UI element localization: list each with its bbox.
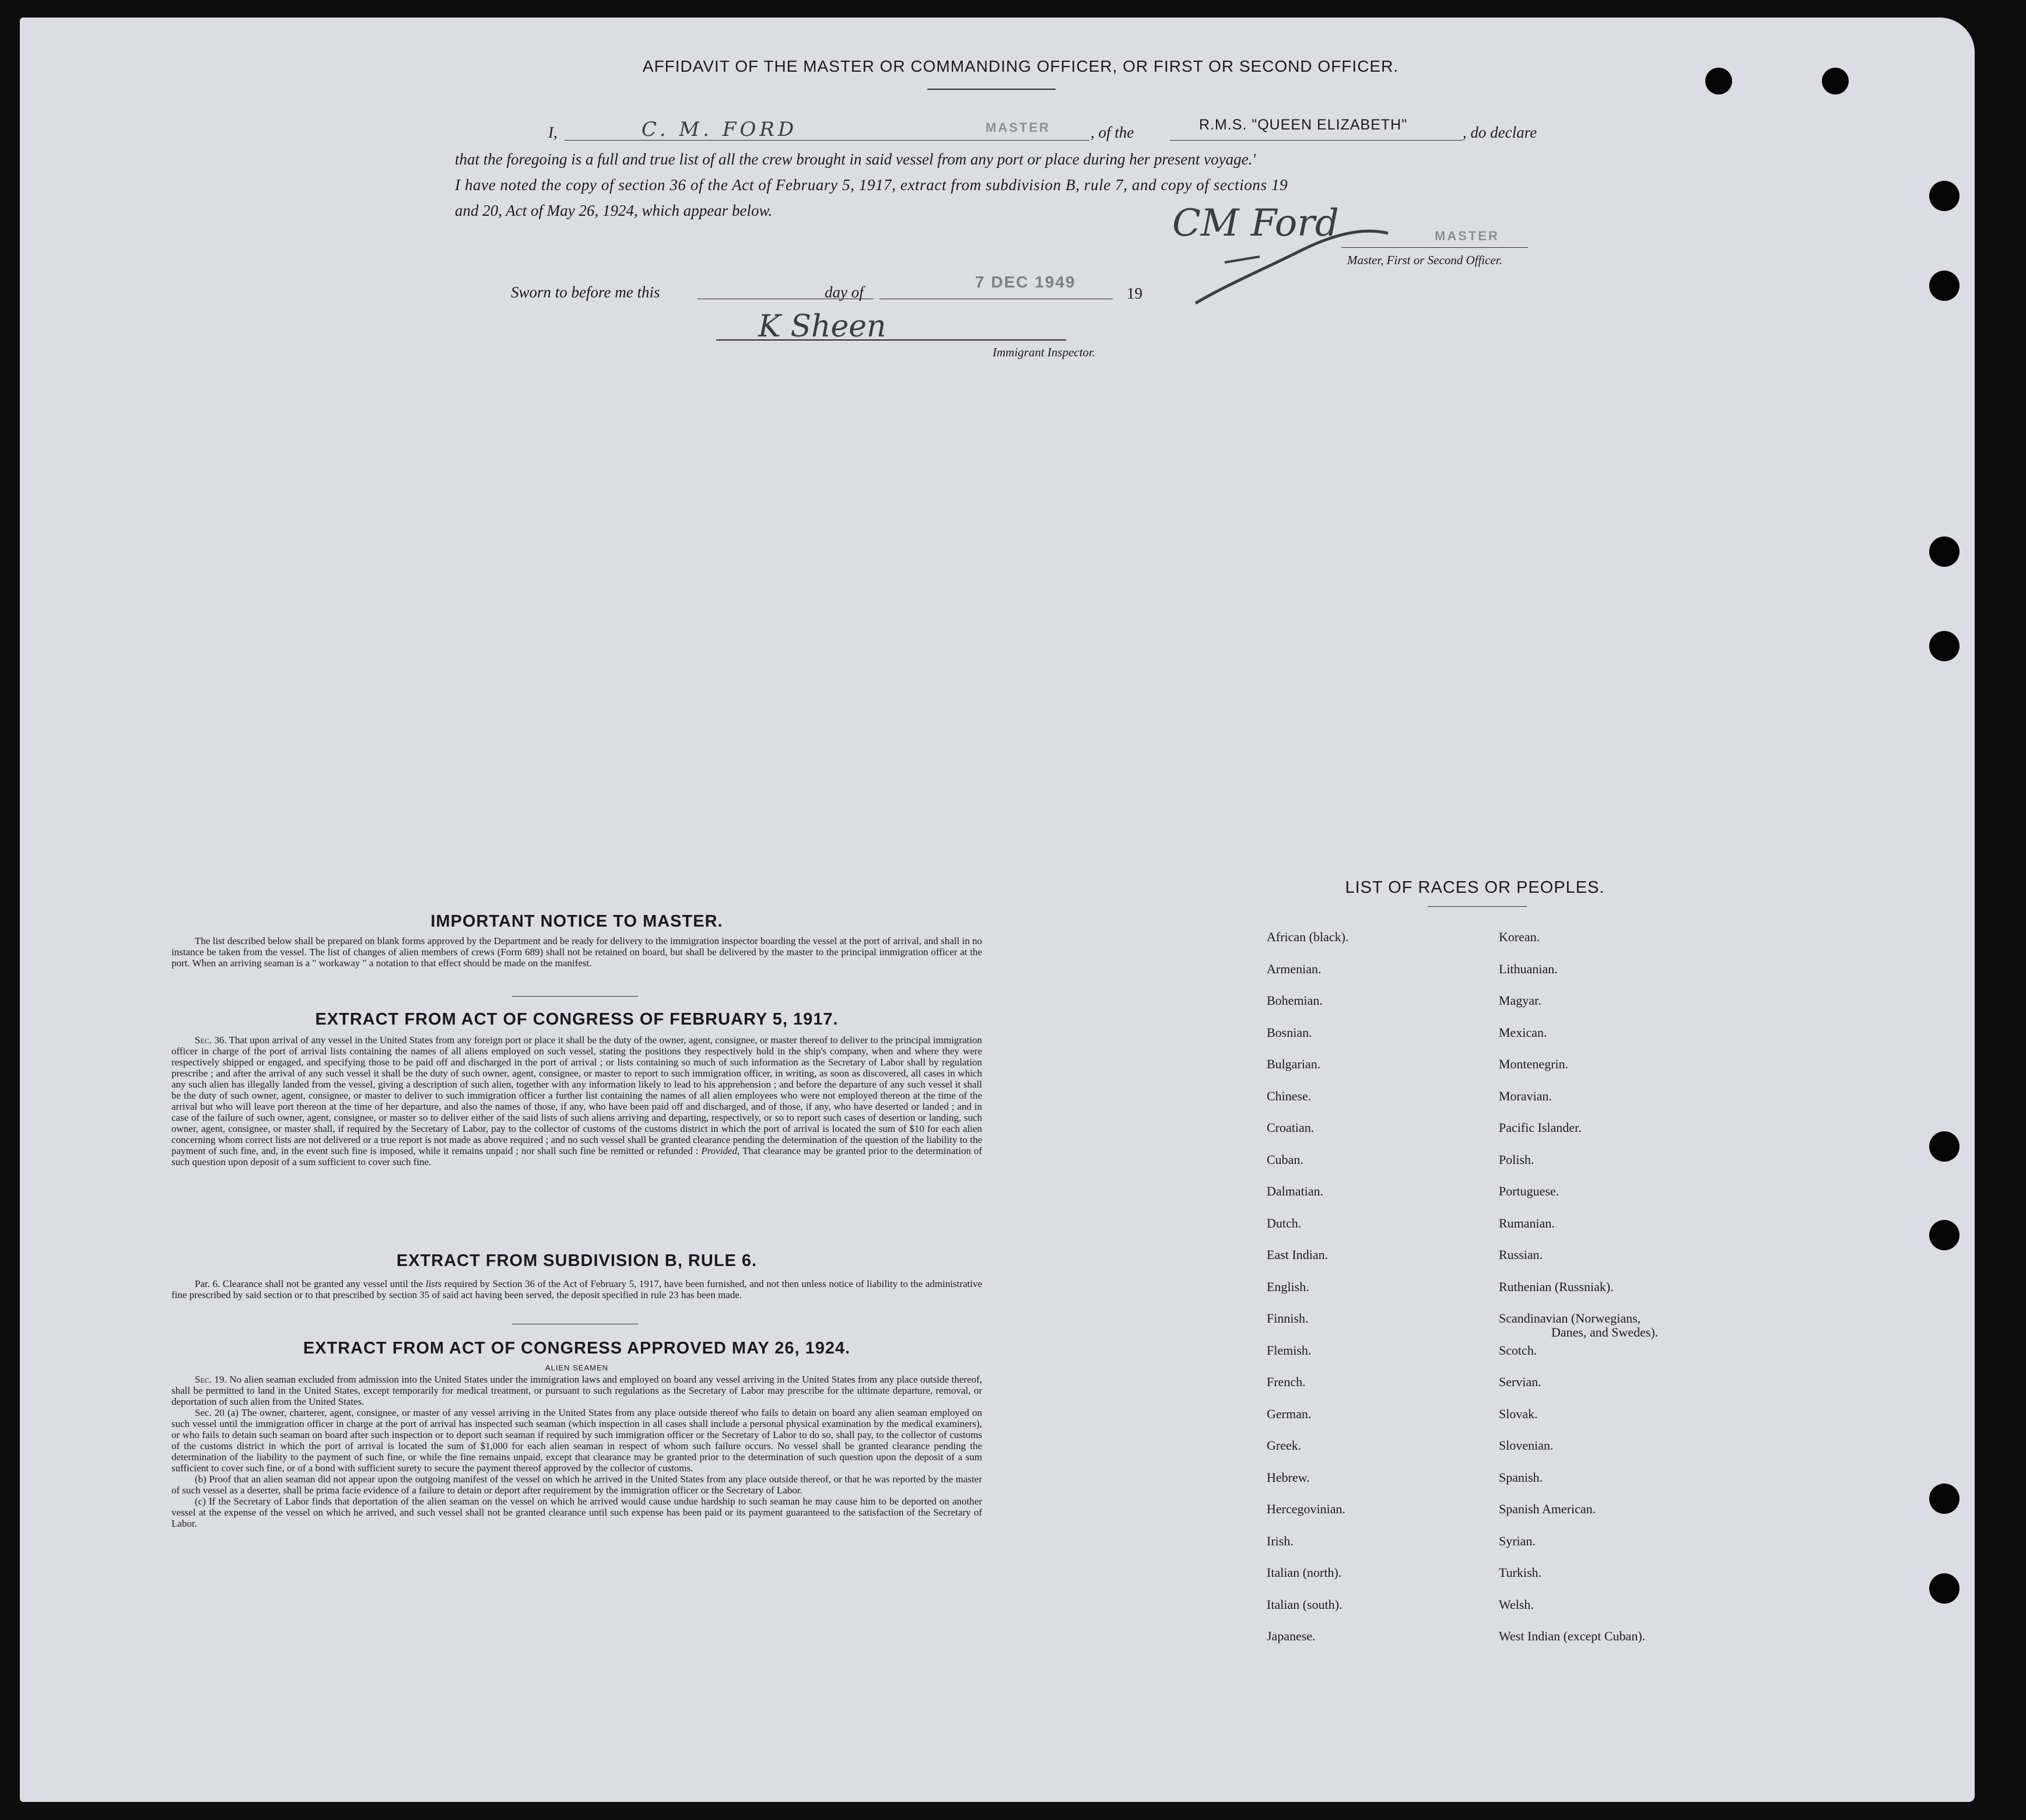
- rule6-text-b: required by Section 36 of the Act of February 5, 1917, have been furnished, and not then unless notice of liability to the administrative fine prescribed by said section or to that prescribed by section 35 of said act having been served, the deposit specified in rule 23 has been made.: [171, 1278, 983, 1300]
- race-item: English.: [1267, 1279, 1309, 1294]
- sec19-text: No alien seaman excluded from admission into the United States under the immigration laws and employed on board any vessel arriving in the United States from any place outside thereof, shall be permitted to land in the United States, except temporarily for medical treatment, or pursuant to such regulations as the Secretary of Labor may prescribe for the ultimate departure, removal, or deportation of such alien from the United States.: [171, 1374, 983, 1407]
- race-item: Slovak.: [1499, 1406, 1538, 1421]
- race-item: Croatian.: [1267, 1120, 1315, 1135]
- race-item: Spanish American.: [1499, 1502, 1596, 1516]
- notice-paragraph: The list described below shall be prepared on blank forms approved by the Department and be ready for delivery to the immigration inspector boarding the vessel at the port of arrival, and shall in no instance be taken from the vessel. The list of changes of alien members of crews (Form 689) shall not be retained on board, but shall be delivered by the master to the principal immigration officer at the port. When an arriving seaman is a " workaway " a notation to that effect should be made on the manifest.: [171, 935, 982, 969]
- affidavit-line-3: I have noted the copy of section 36 of the Act of February 5, 1917, extract from subdivision B, rule 7, and copy of sections 19: [455, 176, 1288, 194]
- year-prefix: 19: [1127, 285, 1142, 302]
- race-item: Montenegrin.: [1499, 1057, 1569, 1071]
- race-item-continuation: Danes, and Swedes).: [1551, 1325, 1659, 1339]
- extract-rule6-title: EXTRACT FROM SUBDIVISION B, RULE 6.: [396, 1251, 758, 1270]
- race-item: Scotch.: [1499, 1342, 1537, 1358]
- rule6-text-a: Clearance shall not be granted any vessel until the: [222, 1278, 423, 1289]
- punch-hole: [1929, 1573, 1960, 1604]
- sec19-label: Sec. 19.: [195, 1374, 227, 1385]
- inspector-caption: Immigrant Inspector.: [993, 345, 1096, 359]
- race-item: Turkish.: [1499, 1565, 1542, 1580]
- affidavit-line-2: that the foregoing is a full and true list of all the crew brought in said vessel from any port or place during her present voyage.': [455, 150, 1256, 168]
- race-item: Rumanian.: [1499, 1215, 1555, 1230]
- date-stamp: 7 DEC 1949: [975, 273, 1076, 291]
- races-title: LIST OF RACES OR PEOPLES.: [1345, 878, 1605, 897]
- punch-hole: [1929, 1220, 1960, 1250]
- affidavit-line-4: and 20, Act of May 26, 1924, which appear below.: [455, 202, 773, 219]
- race-item: Hercegovinian.: [1267, 1502, 1345, 1516]
- extract-rule6-text: [171, 1278, 982, 1300]
- race-item: Italian (south).: [1267, 1597, 1343, 1612]
- race-item: Greek.: [1267, 1438, 1302, 1453]
- do-declare-label: , do declare: [1463, 124, 1537, 141]
- race-item: Scandinavian (Norwegians,: [1499, 1311, 1641, 1325]
- rank-stamp: MASTER: [986, 120, 1050, 135]
- section-label: Sec. 36.: [195, 1035, 227, 1046]
- extract-1917-title: EXTRACT FROM ACT OF CONGRESS OF FEBRUARY 5, 1917.: [315, 1010, 839, 1029]
- race-item: Cuban.: [1267, 1152, 1303, 1167]
- race-item: Pacific Islander.: [1499, 1120, 1582, 1135]
- race-item: Slovenian.: [1499, 1438, 1554, 1453]
- sec20a-text: Sec. 20 (a) The owner, charterer, agent, consignee, or master of any vessel arriving in the United States from any place outside thereof who fails to detain on board any alien seaman employed on such vessel until the immigration officer in charge at the port of arrival has inspected such seaman (which inspection in all cases shall include a personal physical examination by the medical examiners), or who fails to detain such seaman on board after such inspection or to deport such seaman if required by such immigration officer or the Secretary of Labor to do so, shall pay, to the collector of customs of the customs district in which the port of arrival is located the sum of $1,000 for each alien seaman in respect of whom such failure occurs. No vessel shall be granted clearance pending the determination of the liability to the payment of such fine, or while the fine remains unpaid, except that clearance may be granted prior to the determination of such question upon the deposit of a sum sufficient to cover such fine, or of a bond with sufficient surety to secure the payment thereof approved by the collector of customs.: [171, 1407, 982, 1474]
- master-signature: CM Ford: [1172, 202, 1339, 245]
- races-title-rule: [1428, 906, 1527, 907]
- punch-hole: [1929, 271, 1960, 301]
- inspector-line: [716, 339, 1066, 341]
- alien-seamen-subtitle: ALIEN SEAMEN: [545, 1363, 609, 1372]
- signature-stamp: MASTER: [1435, 229, 1499, 243]
- punch-hole: [1929, 181, 1960, 211]
- race-item: Japanese.: [1267, 1629, 1316, 1643]
- race-item: Finnish.: [1267, 1311, 1309, 1325]
- race-item: Portuguese.: [1499, 1184, 1559, 1198]
- notice-text: [171, 935, 982, 969]
- master-name: C. M. FORD: [642, 118, 798, 141]
- section-divider: [512, 996, 638, 997]
- punch-hole: [1822, 68, 1849, 94]
- race-item: African (black).: [1267, 930, 1349, 944]
- race-item: East Indian.: [1267, 1247, 1329, 1262]
- race-item: Syrian.: [1499, 1533, 1536, 1548]
- section-36-text: That upon arrival of any vessel in the United States from any foreign port or place it shall be the duty of the owner, agent, consignee, or master thereof to deliver to the principal immigration officer in charge of the port of arrival lists containing the names of all aliens employed on such vessel, stating the positions they respectively hold in the ship's company, when and where they were respectively shipped or engaged, and specifying those to be paid off and discharged in the port of arrival ; or lists containing so much of such information as the Secretary of Labor shall by regulation prescribe ; and after the arrival of any such vessel it shall be the duty of such owner, agent, consignee, or master to report to such immigration officer, in writing, as soon as discovered, all cases in which any such alien has illegally landed from the vessel, giving a description of such alien, together with any information likely to lead to his apprehension ; and before the departure of any such vessel it shall be the duty of such owner, agent, consignee, or master to deliver to such immigration officer a further list containing the names of all alien employees who were not employed thereon at the time of the arrival but who will leave port thereon at the time of her departure, and also the names of those, if any, who have been paid off and discharged, and of those, if any, who have deserted or landed ; and in case of the failure of such owner, agent, consignee, or master so to deliver either of the said lists of such aliens arriving and departing, respectively, or so to report such cases of desertion or landing, such owner, agent, consignee, or master shall, if required by the Secretary of Labor, pay to the collector of customs of the customs district in which the port of arrival is located the sum of $10 for each alien concerning whom correct lists are not delivered or a true report is not made as above required ; and no such vessel shall be granted clearance pending the determination of the question of the liability to the payment of such fine, and, in the event such fine is imposed, while it remains unpaid ; nor shall such fine be remitted or refunded :: [171, 1035, 982, 1156]
- extract-1924-title: EXTRACT FROM ACT OF CONGRESS APPROVED MAY 26, 1924.: [303, 1339, 851, 1358]
- proviso-text: That clearance may be granted prior to the determination of such question upon deposit of a sum sufficient to cover such fine.: [171, 1145, 982, 1167]
- race-item: Welsh.: [1499, 1597, 1534, 1612]
- race-item: Flemish.: [1267, 1342, 1312, 1358]
- race-item: Bulgarian.: [1267, 1057, 1321, 1071]
- race-item: Chinese.: [1267, 1088, 1312, 1103]
- race-item: Bohemian.: [1267, 993, 1323, 1008]
- race-item: Mexican.: [1499, 1025, 1547, 1040]
- race-item: German.: [1267, 1406, 1312, 1421]
- signer-caption: Master, First or Second Officer.: [1347, 253, 1502, 267]
- race-item: Bosnian.: [1267, 1025, 1312, 1040]
- notice-title: IMPORTANT NOTICE TO MASTER.: [430, 912, 723, 931]
- race-item: Russian.: [1499, 1247, 1543, 1262]
- race-item: Dutch.: [1267, 1215, 1302, 1230]
- race-item: Hebrew.: [1267, 1470, 1310, 1485]
- race-item: Lithuanian.: [1499, 961, 1558, 976]
- vessel-name: R.M.S. "QUEEN ELIZABETH": [1199, 117, 1408, 133]
- day-of-label: day of: [825, 283, 864, 301]
- race-item: West Indian (except Cuban).: [1499, 1629, 1646, 1643]
- heading-rule: [927, 89, 1056, 90]
- punch-hole: [1929, 1484, 1960, 1514]
- punch-hole: [1705, 68, 1732, 94]
- affidavit-heading: AFFIDAVIT OF THE MASTER OR COMMANDING OFFICER, OR FIRST OR SECOND OFFICER.: [642, 57, 1399, 75]
- signature-line: [1341, 247, 1528, 248]
- punch-hole: [1929, 631, 1960, 661]
- punch-hole: [1929, 1131, 1960, 1162]
- punch-hole: [1929, 536, 1960, 567]
- race-item: Italian (north).: [1267, 1565, 1342, 1580]
- extract-1924-text: [171, 1374, 982, 1529]
- race-item: French.: [1267, 1374, 1306, 1389]
- affidavit-i-label: I,: [548, 124, 558, 141]
- race-item: Moravian.: [1499, 1088, 1552, 1103]
- race-item: Magyar.: [1499, 993, 1541, 1008]
- sec20c-text: (c) If the Secretary of Labor finds that deportation of the alien seaman on the vessel on which he arrived would cause undue hardship to such seaman he may cause him to be deported on another vessel at the expense of the vessel on which he arrived, and such vessel shall not be granted clearance until such expense has been paid or its payment guaranteed to the satisfaction of the Secretary of Labor.: [171, 1496, 982, 1529]
- sec20b-text: (b) Proof that an alien seaman did not appear upon the outgoing manifest of the vessel on which he arrived in the United States from any place outside thereof, or that he was reported by the master of such vessel as a deserter, shall be prima facie evidence of a failure to detain or deport after requirement by the immigration officer or the Secretary of Labor.: [171, 1474, 982, 1496]
- signature-flourish: [1190, 222, 1400, 315]
- race-item: Armenian.: [1267, 961, 1322, 976]
- paragraph-label: Par. 6.: [195, 1278, 220, 1289]
- vessel-line: [1170, 140, 1463, 141]
- rule6-lists-word: lists: [425, 1278, 442, 1289]
- sworn-label: Sworn to before me this: [511, 283, 660, 301]
- race-item: Dalmatian.: [1267, 1184, 1324, 1198]
- race-item: Servian.: [1499, 1374, 1541, 1389]
- extract-1917-text: [171, 1035, 982, 1167]
- race-item: Ruthenian (Russniak).: [1499, 1279, 1614, 1294]
- of-the-label: , of the: [1091, 124, 1134, 141]
- race-item: Korean.: [1499, 930, 1540, 944]
- inspector-signature: K Sheen: [758, 309, 886, 344]
- proviso-label: Provided,: [701, 1145, 740, 1156]
- race-item: Spanish.: [1499, 1470, 1543, 1485]
- race-item: Polish.: [1499, 1152, 1534, 1167]
- race-item: Irish.: [1267, 1533, 1294, 1548]
